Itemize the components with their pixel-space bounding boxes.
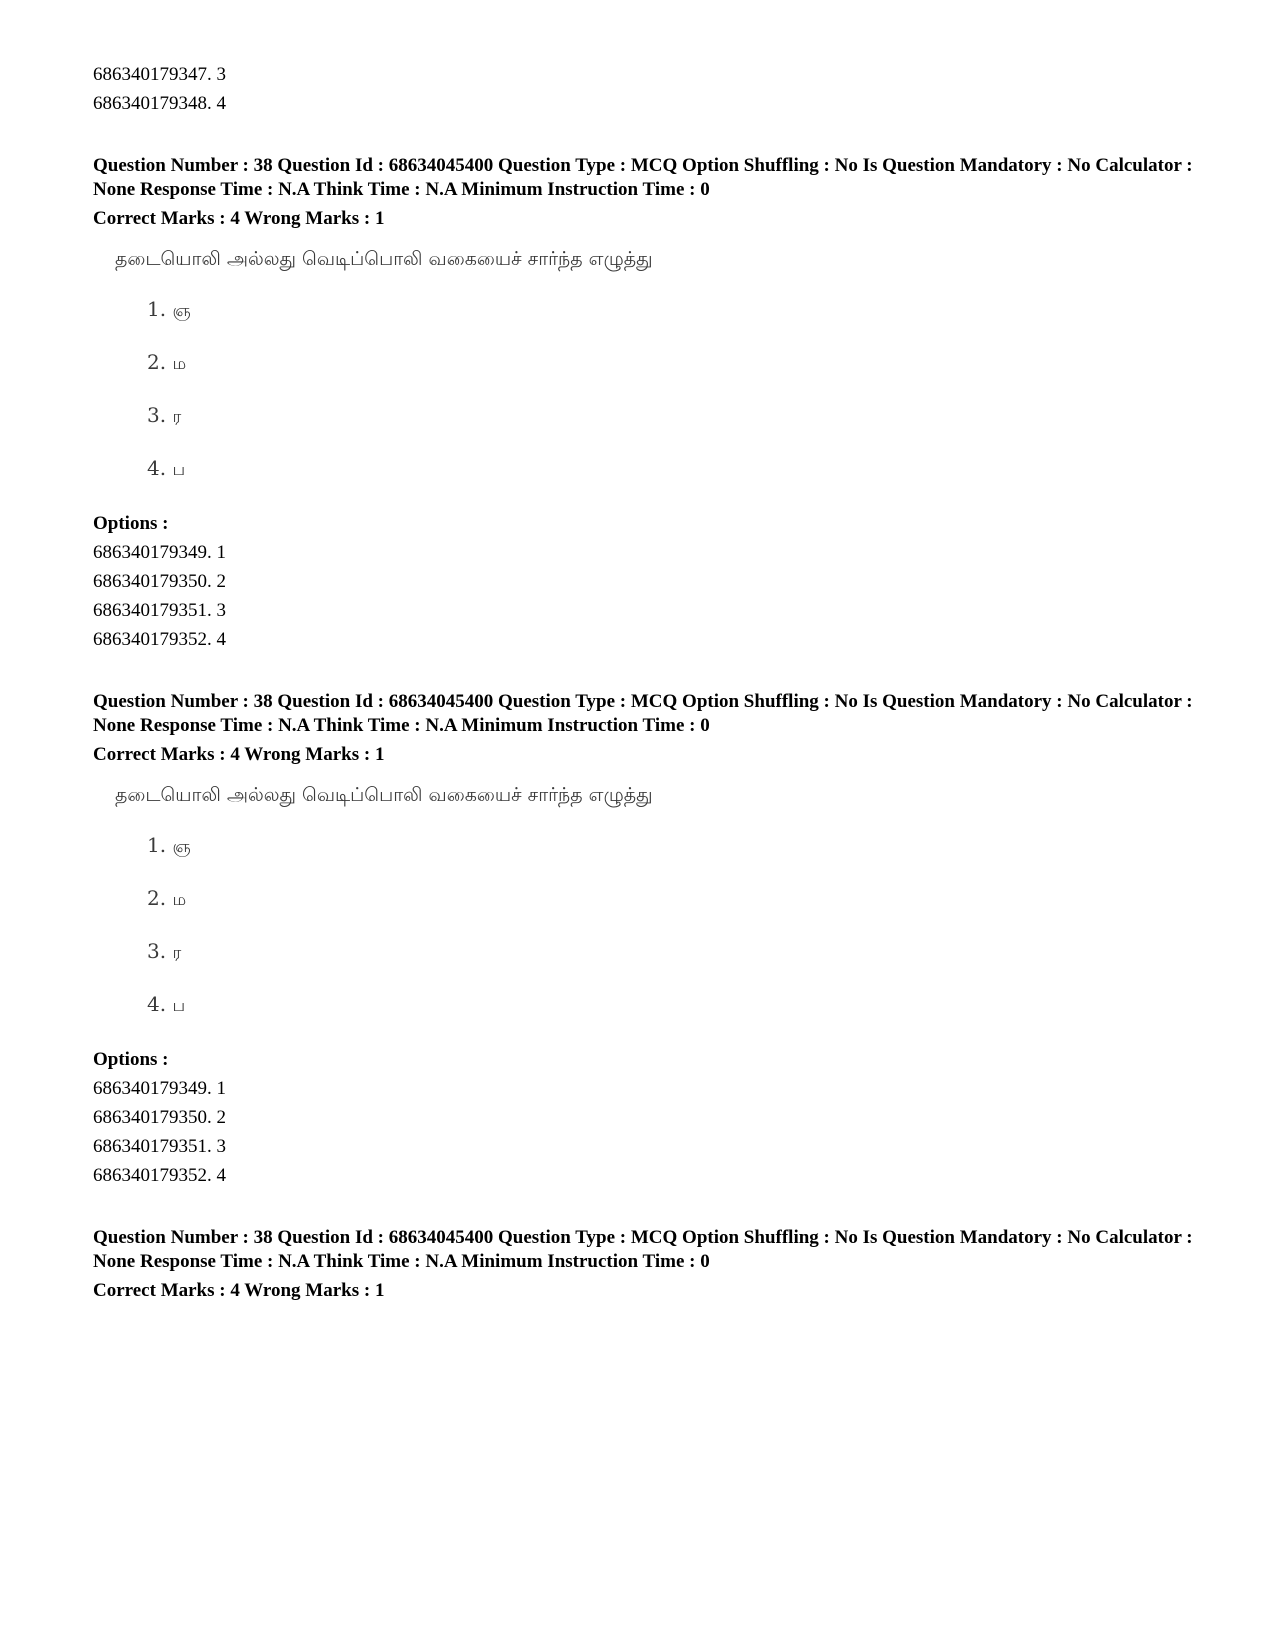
- choice-2: [147, 348, 186, 378]
- choice-number: 1.: [147, 833, 167, 857]
- question-block: [93, 690, 1213, 1190]
- choice-number: 1.: [147, 297, 167, 321]
- question-meta: Question Number : 38 Question Id : 68634045400 Question Type : MCQ Option Shuffling : No Is Question Mandatory : No Calculator : None Response Time : N.A Think Time : N.A Minimum Instruction Time : 0: [93, 155, 1193, 200]
- choice-glyph: ம: [172, 354, 187, 374]
- option-line: 686340179347. 3: [93, 64, 226, 85]
- choice-glyph: ப: [172, 460, 186, 480]
- document-page: [93, 60, 1213, 1305]
- question-text: தடையொலி அல்லது வெடிப்பொலி வகையைச் சார்ந்த எழுத்து: [115, 784, 653, 806]
- choice-number: 2.: [147, 886, 167, 910]
- choice-4: [147, 454, 185, 484]
- question-image: [115, 245, 1213, 509]
- question-meta: Question Number : 38 Question Id : 68634045400 Question Type : MCQ Option Shuffling : No Is Question Mandatory : No Calculator : None Response Time : N.A Think Time : N.A Minimum Instruction Time : 0: [93, 691, 1193, 736]
- option-line: 686340179351. 3: [93, 600, 226, 621]
- choice-glyph: ஞ: [172, 837, 191, 857]
- option-line: 686340179352. 4: [93, 1165, 226, 1186]
- options-label: Options :: [93, 1049, 169, 1070]
- choice-2: [147, 884, 186, 914]
- question-block: [93, 1226, 1213, 1305]
- option-line: 686340179349. 1: [93, 542, 226, 563]
- question-marks: Correct Marks : 4 Wrong Marks : 1: [93, 744, 385, 765]
- option-line: 686340179350. 2: [93, 1107, 226, 1128]
- choice-3: [147, 937, 181, 967]
- choice-number: 3.: [147, 939, 167, 963]
- choice-glyph: ப: [172, 996, 186, 1016]
- choice-number: 3.: [147, 403, 167, 427]
- choice-number: 2.: [147, 350, 167, 374]
- choice-3: [147, 401, 181, 431]
- choice-4: [147, 990, 185, 1020]
- option-line: 686340179349. 1: [93, 1078, 226, 1099]
- question-image: [115, 781, 1213, 1045]
- question-marks: Correct Marks : 4 Wrong Marks : 1: [93, 1280, 385, 1301]
- question-meta: Question Number : 38 Question Id : 68634045400 Question Type : MCQ Option Shuffling : No Is Question Mandatory : No Calculator : None Response Time : N.A Think Time : N.A Minimum Instruction Time : 0: [93, 1227, 1193, 1272]
- option-line: 686340179350. 2: [93, 571, 226, 592]
- choice-glyph: ர: [172, 943, 182, 963]
- question-block: [93, 154, 1213, 654]
- choice-1: [147, 295, 191, 325]
- choice-glyph: ர: [172, 407, 182, 427]
- choice-glyph: ஞ: [172, 301, 191, 321]
- choice-number: 4.: [147, 456, 167, 480]
- choice-number: 4.: [147, 992, 167, 1016]
- option-line: 686340179352. 4: [93, 629, 226, 650]
- options-label: Options :: [93, 513, 169, 534]
- choice-glyph: ம: [172, 890, 187, 910]
- question-text: தடையொலி அல்லது வெடிப்பொலி வகையைச் சார்ந்த எழுத்து: [115, 248, 653, 270]
- question-marks: Correct Marks : 4 Wrong Marks : 1: [93, 208, 385, 229]
- option-line: 686340179351. 3: [93, 1136, 226, 1157]
- choice-1: [147, 831, 191, 861]
- option-line: 686340179348. 4: [93, 93, 226, 114]
